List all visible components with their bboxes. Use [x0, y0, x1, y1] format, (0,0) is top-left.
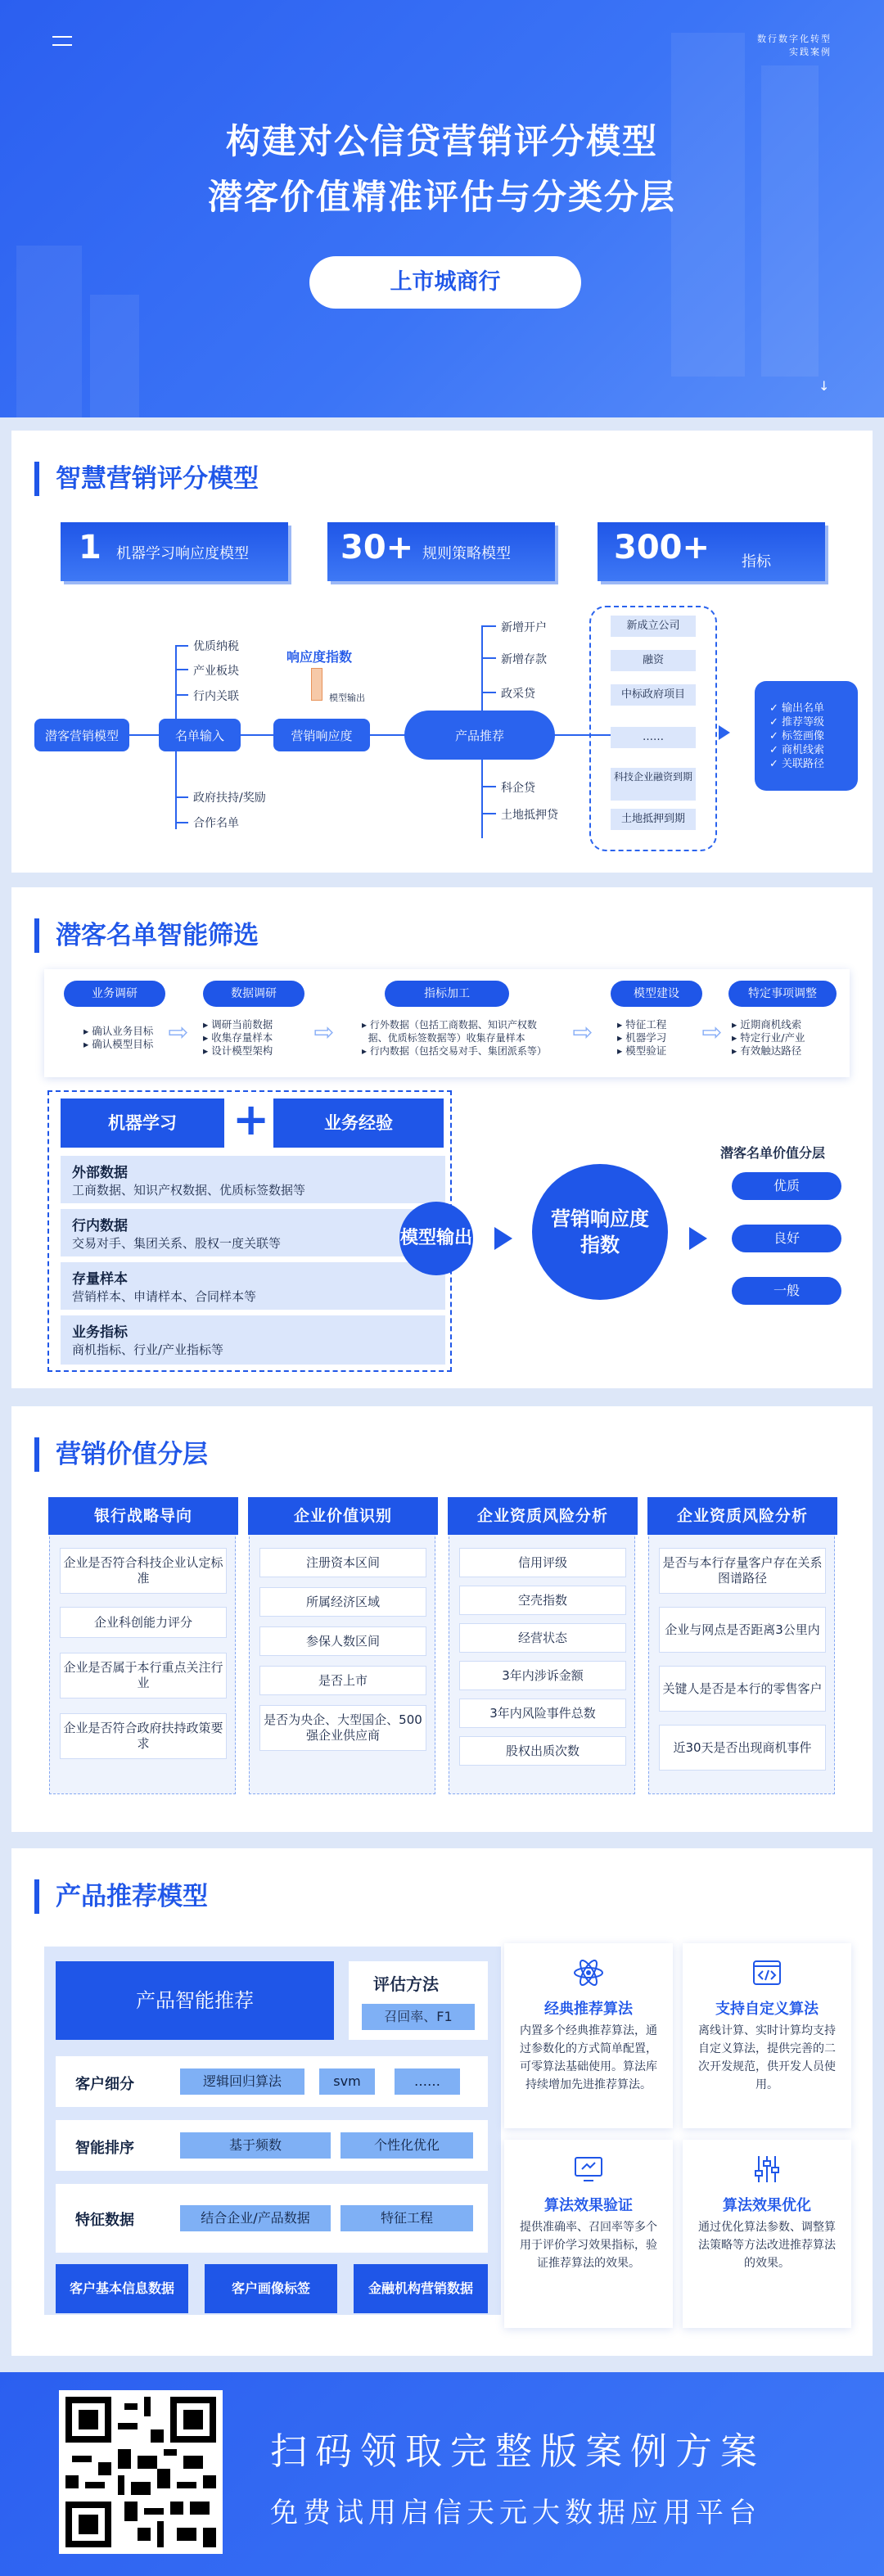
product-label: 政采贷 [501, 688, 535, 701]
chevron-right-icon: ⇨ [313, 1018, 335, 1047]
eval-value: 召回率、F1 [362, 2004, 475, 2030]
arrow-right-icon [494, 1227, 512, 1250]
input-label: 产业板块 [193, 665, 239, 678]
node-start: 潜客营销模型 [34, 719, 129, 751]
product-label: 科企贷 [501, 782, 535, 795]
arrow-right-icon [689, 1227, 707, 1250]
column-cell: 是否为央企、大型国企、500强企业供应商 [259, 1705, 426, 1751]
column-cell: 企业科创能力评分 [60, 1607, 227, 1638]
card-text: 离线计算、实时计算均支持自定义算法，提供完善的二次开发规范，供开发人员使用。 [698, 2024, 836, 2091]
arrow-up-icon [311, 668, 322, 701]
node-response: 营销响应度 [273, 719, 370, 751]
monitor-icon [572, 2153, 605, 2186]
step-items: ▸ 特征工程 ▸ 机器学习 ▸ 模型验证 [617, 1018, 667, 1057]
section-title: 智慧营销评分模型 [34, 462, 259, 496]
column-cell: 企业与网点是否距离3公里内 [659, 1607, 826, 1653]
card-title: 算法效果优化 [723, 2197, 811, 2214]
stat-rules: 30+ 规则策略模型 [327, 522, 555, 581]
section-title: 营销价值分层 [34, 1437, 208, 1472]
qr-code[interactable] [59, 2390, 223, 2554]
row-label: 客户细分 [75, 2076, 134, 2093]
trigger-item: 土地抵押到期 [611, 809, 696, 830]
step-header: 业务调研 [64, 981, 165, 1007]
row-label: 智能排序 [75, 2140, 134, 2157]
trigger-item: 中标政府项目 [611, 684, 696, 706]
tier-excellent: 优质 [732, 1172, 841, 1200]
product-label: 土地抵押贷 [501, 809, 558, 822]
method-chip: 逻辑回归算法 [180, 2068, 304, 2095]
column-cell: 所属经济区域 [259, 1587, 426, 1617]
feature-business: 业务指标 商机指标、行业/产业指标等 [61, 1315, 445, 1365]
card-effect-verify [504, 2140, 673, 2328]
qr-code-icon [59, 2390, 223, 2554]
method-chip: 特征工程 [341, 2205, 473, 2231]
recommend-table [44, 1947, 501, 2315]
trigger-item: …… [611, 727, 696, 748]
section-value-tiering [11, 1406, 873, 1832]
step-items: ▸ 行外数据（包括工商数据、知识产权数 据、优质标签数据等）收集存量样本 ▸ 行内数据（包括交易对手、集团派系等） [362, 1019, 547, 1057]
trigger-item: 科技企业融资到期 [611, 768, 696, 801]
card-text: 内置多个经典推荐算法，通过参数化的方式简单配置，可零算法基础使用。算法库持续增加先进推荐算法。 [520, 2024, 657, 2091]
card-title: 算法效果验证 [544, 2197, 633, 2214]
column-cell: 3年内涉诉金额 [459, 1661, 626, 1690]
step-items: ▸ 近期商机线索 ▸ 特定行业/产业 ▸ 有效触达路径 [732, 1018, 805, 1057]
step-items: ▸ 调研当前数据 ▸ 收集存量样本 ▸ 设计模型架构 [203, 1018, 273, 1057]
column-cell: 是否上市 [259, 1666, 426, 1695]
method-chip: …… [395, 2068, 460, 2095]
column-cell: 企业是否符合政府扶持政策要求 [60, 1713, 227, 1759]
tier-normal: 一般 [732, 1277, 841, 1305]
step-items: ▸ 确认业务目标 ▸ 确认模型目标 [83, 1025, 154, 1050]
section-title: 潜客名单智能筛选 [34, 918, 259, 953]
eval-box [349, 1961, 488, 2040]
chevron-right-icon: ⇨ [701, 1018, 723, 1047]
chevron-right-icon: ⇨ [572, 1018, 593, 1047]
card-classic-algorithm [504, 1943, 673, 2128]
card-title: 支持自定义算法 [715, 2001, 819, 2018]
step-header: 数据调研 [203, 981, 304, 1007]
card-title: 经典推荐算法 [544, 2001, 633, 2018]
section-list-screening [11, 887, 873, 1388]
input-label: 行内关联 [193, 690, 239, 703]
menu-icon[interactable] [52, 36, 72, 47]
output-box: ✓ 输出名单 ✓ 推荐等级 ✓ 标签画像 ✓ 商机线索 ✓ 关联路径 [755, 681, 858, 791]
chevron-right-icon: ⇨ [168, 1018, 189, 1047]
arrow-right-icon [719, 725, 730, 740]
method-chip: 结合企业/产品数据 [180, 2205, 331, 2231]
footer-cta: 扫码领取完整版案例方案 [270, 2429, 766, 2473]
column-header: 企业资质风险分析 [448, 1497, 638, 1535]
biz-label: 业务经验 [273, 1099, 444, 1148]
column-cell: 经营状态 [459, 1623, 626, 1653]
column-cell: 注册资本区间 [259, 1548, 426, 1577]
stat-indicators: 300+ 指标 [598, 522, 825, 581]
row-label: 特征数据 [75, 2212, 134, 2229]
column-cell: 信用评级 [459, 1548, 626, 1577]
code-window-icon [751, 1956, 783, 1989]
feature-internal: 行内数据 交易对手、集团关系、股权一度关联等 [61, 1209, 445, 1256]
column-relationship [648, 1508, 835, 1794]
column-value [249, 1508, 435, 1794]
column-cell: 是否与本行存量客户存在关系图谱路径 [659, 1548, 826, 1594]
data-source: 客户画像标签 [205, 2264, 337, 2313]
tier-title: 潜客名单价值分层 [720, 1145, 826, 1161]
column-cell: 空壳指数 [459, 1586, 626, 1615]
column-cell: 股权出质次数 [459, 1736, 626, 1766]
model-output-label: 模型输出 [329, 692, 365, 703]
node-product: 产品推荐 [404, 711, 555, 760]
step-header: 特定事项调整 [728, 981, 837, 1007]
column-cell: 近30天是否出现商机事件 [659, 1725, 826, 1771]
node-list-input: 名单输入 [159, 719, 241, 751]
card-effect-optimize [683, 2140, 851, 2328]
column-cell: 关键人是否是本行的零售客户 [659, 1666, 826, 1712]
model-output-circle: 模型输出 [399, 1202, 473, 1275]
input-label: 优质纳税 [193, 640, 239, 653]
column-header: 企业资质风险分析 [647, 1497, 837, 1535]
product-label: 新增开户 [501, 621, 547, 634]
method-chip: 基于频数 [180, 2132, 331, 2159]
data-source: 客户基本信息数据 [56, 2264, 188, 2313]
method-chip: 个性化优化 [341, 2132, 473, 2159]
trigger-item: 融资 [611, 650, 696, 671]
stat-ml: 1 机器学习响应度模型 [61, 522, 288, 581]
sliders-icon [751, 2153, 783, 2186]
section-title: 产品推荐模型 [34, 1879, 208, 1914]
card-custom-algorithm [683, 1943, 851, 2128]
footer-sub: 免费试用启信天元大数据应用平台 [270, 2497, 761, 2529]
column-cell: 3年内风险事件总数 [459, 1699, 626, 1728]
input-label: 政府扶持/奖励 [193, 792, 266, 805]
step-header: 指标加工 [385, 981, 509, 1007]
page-title-line1: 构建对公信贷营销评分模型 [225, 121, 658, 161]
card-text: 提供准确率、召回率等多个用于评价学习效果指标，验证推荐算法的效果。 [520, 2221, 657, 2270]
column-strategy [49, 1508, 236, 1794]
eval-title: 评估方法 [373, 1974, 439, 1994]
page-title-line2: 潜客价值精准评估与分类分层 [207, 177, 676, 217]
atom-icon [572, 1956, 605, 1989]
card-text: 通过优化算法参数、调整算法策略等方法改进推荐算法的效果。 [698, 2221, 836, 2270]
method-chip: svm [319, 2068, 375, 2095]
subtitle-pill: 上市城商行 [309, 256, 581, 309]
response-index-circle: 营销响应度指数 [532, 1164, 668, 1300]
column-header: 企业价值识别 [248, 1497, 438, 1535]
plus-icon: + [232, 1094, 270, 1145]
column-header: 银行战略导向 [48, 1497, 238, 1535]
column-cell: 企业是否属于本行重点关注行业 [60, 1653, 227, 1699]
column-cell: 企业是否符合科技企业认定标准 [60, 1548, 227, 1594]
column-risk [449, 1508, 635, 1794]
recommend-head: 产品智能推荐 [56, 1961, 334, 2040]
section-product-recommend [11, 1848, 873, 2356]
section-smart-marketing [11, 431, 873, 873]
tier-good: 良好 [732, 1225, 841, 1252]
arrow-down-icon[interactable]: ↓ [819, 378, 830, 394]
product-label: 新增存款 [501, 653, 547, 666]
brand-text: 数行数字化转型 实践案例 [757, 34, 832, 57]
feature-samples: 存量样本 营销样本、申请样本、合同样本等 [61, 1262, 445, 1310]
feature-external: 外部数据 工商数据、知识产权数据、优质标签数据等 [61, 1156, 445, 1203]
data-source: 金融机构营销数据 [354, 2264, 488, 2313]
input-label: 合作名单 [193, 817, 239, 830]
response-index-label: 响应度指数 [286, 649, 353, 665]
ml-label: 机器学习 [61, 1099, 224, 1148]
column-cell: 参保人数区间 [259, 1626, 426, 1656]
trigger-item: 新成立公司 [611, 616, 696, 637]
step-header: 模型建设 [611, 981, 702, 1007]
